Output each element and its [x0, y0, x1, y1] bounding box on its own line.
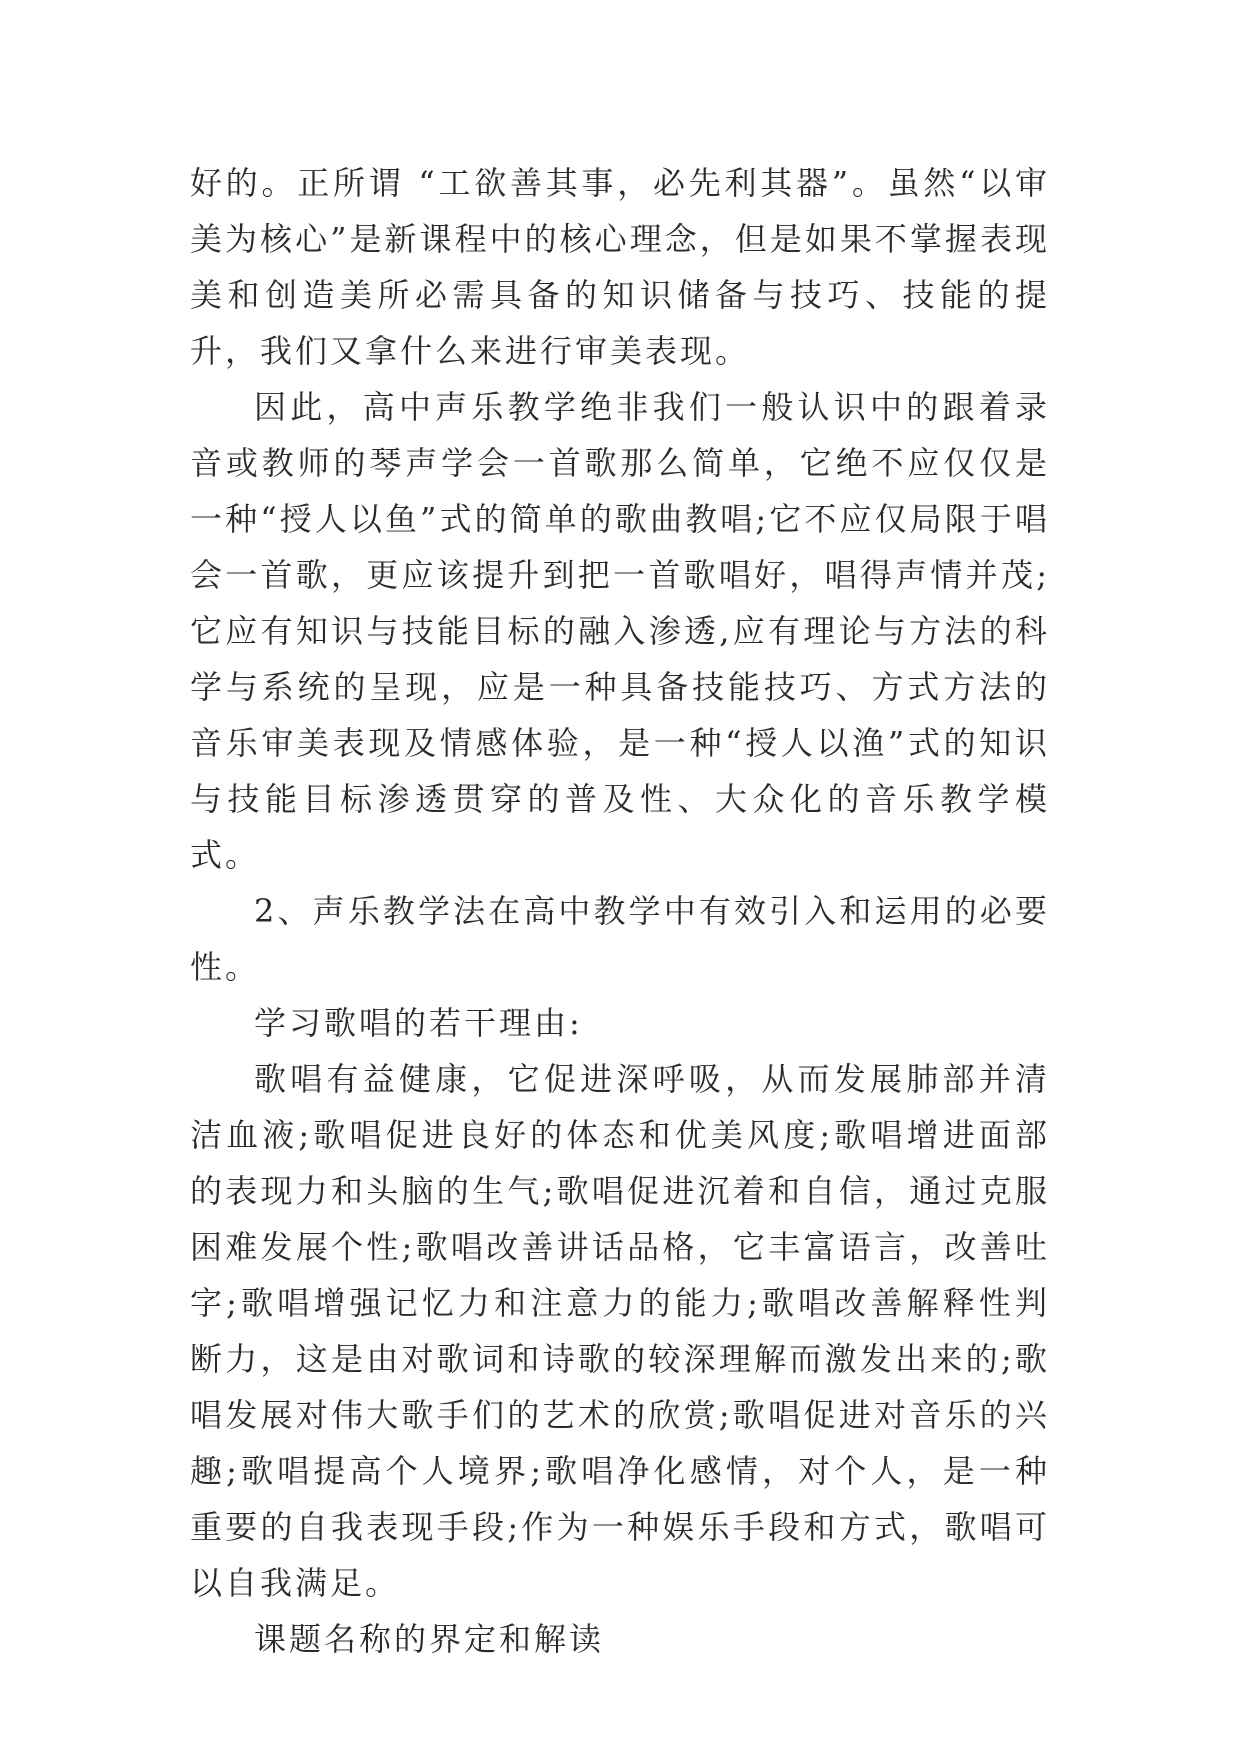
paragraph-1: 好的。正所谓 “工欲善其事，必先利其器”。虽然“以审美为核心”是新课程中的核心理念，但是如果不掌握表现美和创造美所必需具备的知识储备与技巧、技能的提升，我们又拿什么来进行审美表现。	[190, 164, 1050, 370]
paragraph-5: 歌唱有益健康，它促进深呼吸，从而发展肺部并清洁血液;歌唱促进良好的体态和优美风度;歌唱增进面部的表现力和头脑的生气;歌唱促进沉着和自信，通过克服困难发展个性;歌唱改善讲话品格，它丰富语言，改善吐字;歌唱增强记忆力和注意力的能力;歌唱改善解释性判断力，这是由对歌词和诗歌的较深理解而激发出来的;歌唱发展对伟大歌手们的艺术的欣赏;歌唱促进对音乐的兴趣;歌唱提高个人境界;歌唱净化感情，对个人，是一种重要的自我表现手段;作为一种娱乐手段和方式，歌唱可以自我满足。	[190, 1060, 1050, 1602]
paragraph-4: 学习歌唱的若干理由:	[254, 1004, 583, 1042]
document-body	[190, 155, 1050, 1667]
paragraph-6-heading: 课题名称的界定和解读	[254, 1620, 605, 1658]
paragraph-2: 因此，高中声乐教学绝非我们一般认识中的跟着录音或教师的琴声学会一首歌那么简单，它绝不应仅仅是一种“授人以鱼”式的简单的歌曲教唱;它不应仅局限于唱会一首歌，更应该提升到把一首歌唱好，唱得声情并茂;它应有知识与技能目标的融入渗透,应有理论与方法的科学与系统的呈现，应是一种具备技能技巧、方式方法的音乐审美表现及情感体验，是一种“授人以渔”式的知识与技能目标渗透贯穿的普及性、大众化的音乐教学模式。	[190, 388, 1050, 874]
paragraph-3-heading: 2、声乐教学法在高中教学中有效引入和运用的必要性。	[190, 892, 1050, 986]
